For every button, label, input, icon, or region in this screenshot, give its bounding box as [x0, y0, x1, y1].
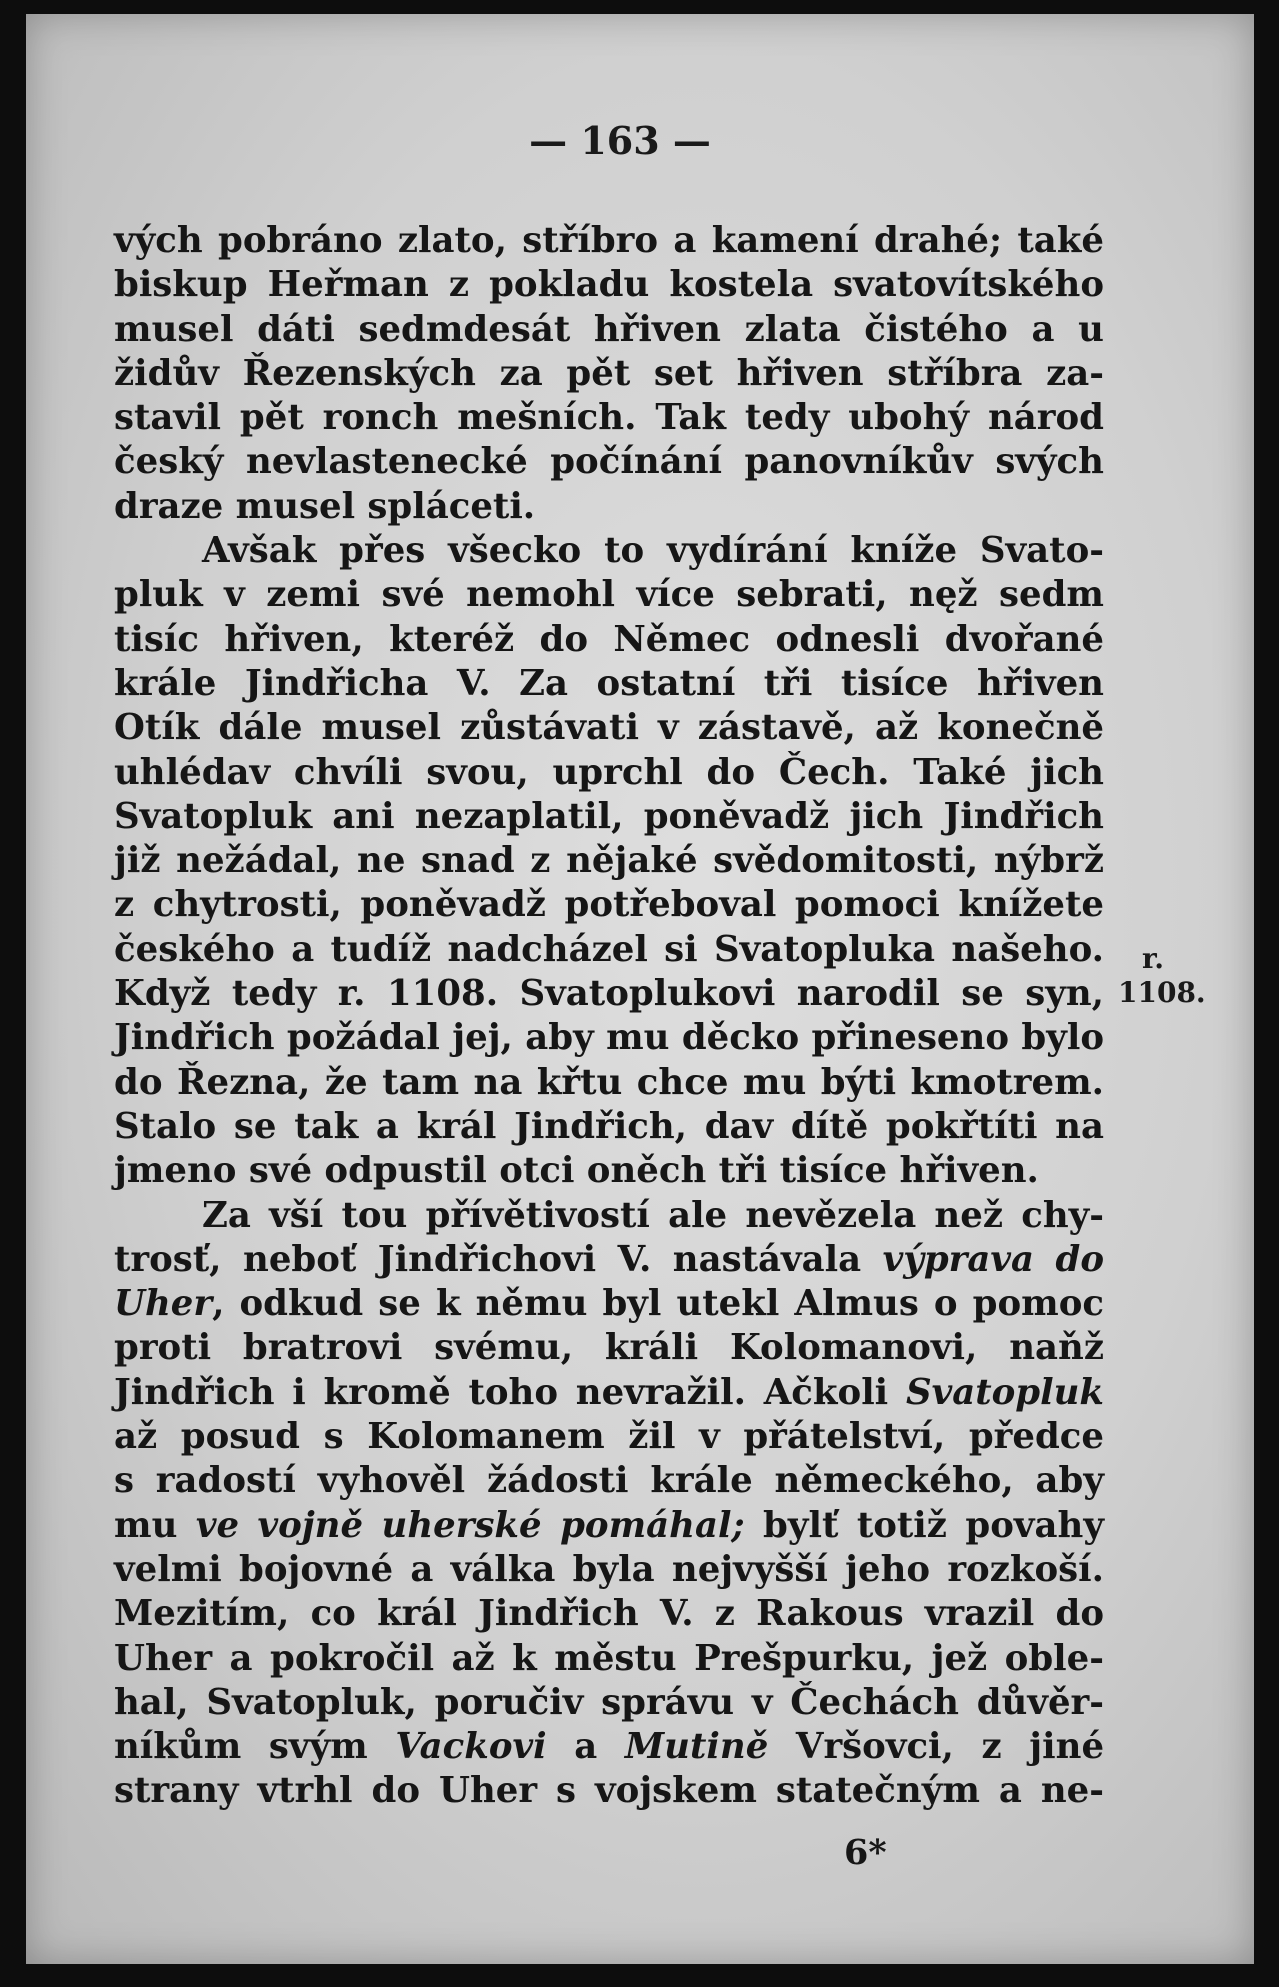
margin-note-year: 1108. — [1118, 976, 1206, 1009]
italic-run: Uher — [114, 1283, 213, 1325]
text-line: Otík dále musel zůstávati v zástavě, až konečně — [114, 707, 1104, 749]
text-line: Jindřich požádal jej, aby mu děcko přineseno bylo — [114, 1017, 1104, 1059]
signature-mark: 6* — [844, 1832, 887, 1873]
text-line: Avšak přes všecko to vydírání kníže Svato- — [202, 530, 1104, 572]
text-line: Když tedy r. 1108. Svatoplukovi narodil se syn, — [114, 973, 1104, 1015]
text-line — [114, 1371, 1104, 1415]
text-line: do Řezna, že tam na křtu chce mu býti kmotrem. — [114, 1061, 1104, 1103]
text-line: pluk v zemi své nemohl více sebrati, nęž sedm — [114, 574, 1104, 616]
text-line: krále Jindřicha V. Za ostatní tři tisíce hřiven — [114, 662, 1104, 704]
text-run: Jindřich i kromě toho nevražil. Ačkoli — [114, 1371, 889, 1413]
text-line: proti bratrovi svému, králi Kolomanovi, naňž — [114, 1327, 1104, 1369]
text-line: jmeno své odpustil otci oněch tři tisíce hřiven. — [114, 1150, 1039, 1192]
text-line: Svatopluk ani nezaplatil, poněvadž jich Jindřich — [114, 795, 1104, 837]
text-line: biskup Heřman z pokladu kostela svatovítského — [114, 264, 1104, 306]
text-line: českého a tudíž nadcházel si Svatopluka našeho. — [114, 928, 1104, 970]
text-line: s radostí vyhověl žádosti krále německého, aby — [114, 1460, 1104, 1502]
text-line: stavil pět ronch mešních. Tak tedy ubohý národ — [114, 397, 1104, 439]
text-line: Stalo se tak a král Jindřich, dav dítě pokřtíti na — [114, 1105, 1104, 1147]
italic-run: Vackovi — [395, 1726, 547, 1768]
text-run: , odkud se k němu byl utekl Almus o pomoc — [212, 1283, 1104, 1325]
italic-run: výprava do — [882, 1238, 1105, 1280]
text-line: český nevlastenecké počínání panovníkův svých — [114, 441, 1104, 483]
text-run: trosť, neboť Jindřichovi V. nastávala — [114, 1238, 862, 1280]
text-line: velmi bojovné a válka byla nejvyšší jeho rozkoší. — [114, 1548, 1104, 1590]
body-text — [114, 219, 1104, 1814]
text-line: z chytrosti, poněvadž potřeboval pomoci knížete — [114, 884, 1104, 926]
text-run: níkům svým — [114, 1726, 368, 1768]
text-line: židův Řezenských za pět set hřiven stříbra za- — [114, 352, 1104, 394]
margin-note-year-label: r. — [1142, 942, 1164, 975]
text-line: Uher a pokročil až k městu Prešpurku, jež oble- — [114, 1637, 1104, 1679]
text-line: hal, Svatopluk, poručiv správu v Čechách důvěr- — [114, 1681, 1104, 1723]
text-line: tisíc hřiven, kteréž do Němec odnesli dvořané — [114, 618, 1104, 660]
text-run: mu — [114, 1504, 178, 1546]
text-line: draze musel spláceti. — [114, 485, 536, 527]
text-line: vých pobráno zlato, stříbro a kamení drahé; také — [114, 220, 1104, 261]
text-line — [114, 1725, 1104, 1769]
text-line — [114, 1238, 1104, 1282]
text-line: až posud s Kolomanem žil v přátelství, předce — [114, 1416, 1104, 1458]
italic-run: ve vojně uherské pomáhal; — [195, 1504, 745, 1546]
text-line: již nežádal, ne snad z nějaké svědomitosti, nýbrž — [114, 840, 1104, 882]
text-line: Za vší tou přívětivostí ale nevězela než chy- — [202, 1194, 1104, 1236]
text-line — [114, 1504, 1104, 1548]
text-run: a — [574, 1726, 598, 1768]
text-line — [114, 1282, 1104, 1326]
page-number: — 163 — — [529, 118, 711, 163]
text-line: Mezitím, co král Jindřich V. z Rakous vrazil do — [114, 1593, 1104, 1635]
text-run: bylť totiž povahy — [763, 1504, 1104, 1546]
italic-run: Svatopluk — [905, 1371, 1104, 1413]
book-page — [26, 14, 1254, 1964]
text-line: musel dáti sedmdesát hřiven zlata čistého a u — [114, 308, 1104, 350]
text-line: uhlédav chvíli svou, uprchl do Čech. Také jich — [114, 751, 1104, 793]
italic-run: Mutině — [624, 1726, 769, 1768]
text-line: strany vtrhl do Uher s vojskem statečným a ne- — [114, 1770, 1104, 1812]
text-run: Vršovci, z jiné — [795, 1726, 1105, 1768]
